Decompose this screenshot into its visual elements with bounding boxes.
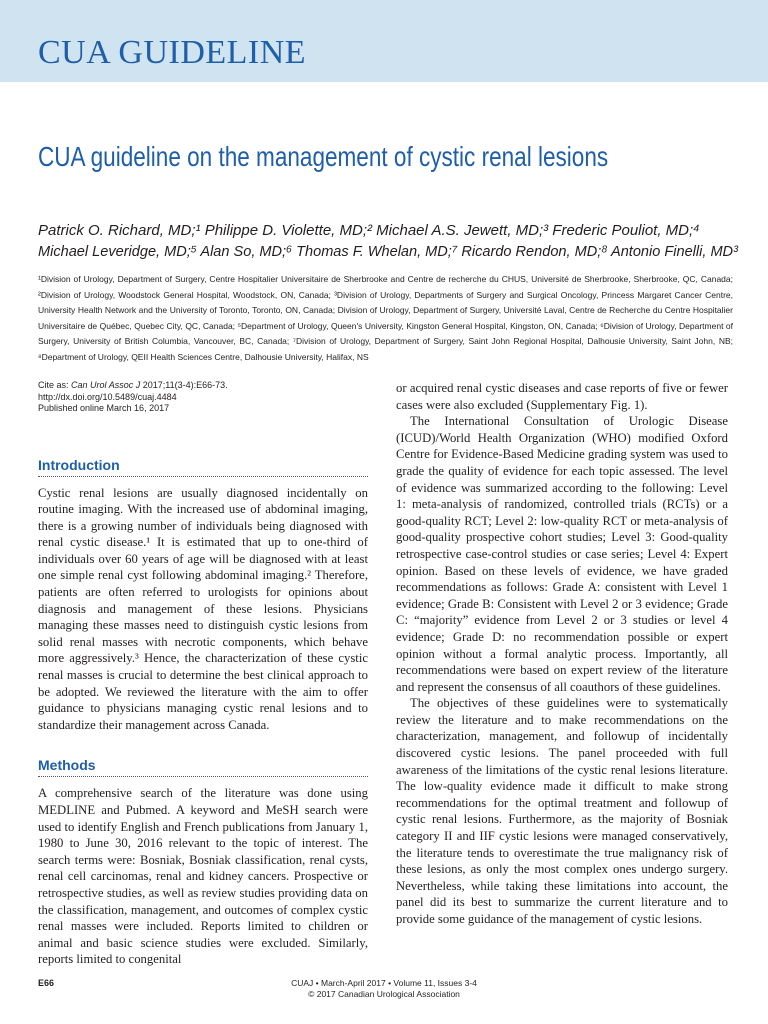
right-paragraph-2: The International Consultation of Urologic Disease (ICUD)/World Health Organization (WHO) modified Oxford Centre for Evidence-Based Medicine grading system was used to grade the quality of evidence for each topic assessed. The level of evidence was summarized according to the following: Level 1: meta-analysis of randomized, controlled trials (RCTs) or a good-quality RCT; Level 2: low-quality RCT or meta-analysis of good-quality prospective cohort studies; Level 3: Good-quality retrospective case-control studies or case series; Level 4: Expert opinion. Based on these levels of evidence, we have graded recommendations as follows: Grade A: consistent with Level 1 evidence; Grade B: Consistent with Level 2 or 3 evidence; Grade C: “majority” evidence from Level 2 or 3 studies or level 4 evidence; Grade D: no recommendation possible or expert opinion without a formal analytic process. Importantly, all recommendations were based on expert review of the literature and represent the consensus of all coauthors of these guidelines. <box>396 414 728 694</box>
right-paragraph-1: or acquired renal cystic diseases and case reports of five or fewer cases were also excluded (Supplementary Fig. 1). <box>396 381 728 412</box>
affiliations: ¹Division of Urology, Department of Surgery, Centre Hospitalier Universitaire de Sherbrooke and Centre de recherche du CHUS, Université de Sherbrooke, Sherbrooke, QC, Canada; ²Division of Urology, Woodstock General Hospital, Woodstock, ON, Canada; ³Division of Urology, Departments of Surgery and Surgical Oncology, Princess Margaret Cancer Centre, University Health Network and the University of Toronto, Toronto, ON, Canada; Division of Urology, Department of Surgery, Université Laval, Centre de Recherche du Centre Hospitalier Universitaire de Québec, Quebec City, QC, Canada; ⁵Department of Urology, Queen's University, Kingston General Hospital, Kingston, ON, Canada; ⁶Division of Urology, Department of Surgery, University of British Columbia, Vancouver, BC, Canada; ⁷Division of Urology, Department of Surgery, Saint John Regional Hospital, Dalhousie University, Saint John, NB; ⁸Department of Urology, QEII Health Sciences Centre, Dalhousie University, Halifax, NS <box>38 274 733 362</box>
cite-journal: Can Urol Assoc J <box>71 380 141 390</box>
introduction-heading: Introduction <box>38 457 368 477</box>
authors-line-1: Patrick O. Richard, MD;¹ Philippe D. Violette, MD;² Michael A.S. Jewett, MD;³ Frederic Pouliot, MD;⁴ <box>38 222 700 239</box>
introduction-text: Cystic renal lesions are usually diagnosed incidentally on routine imaging. With the increased use of abdominal imaging, there is a growing number of individuals being diagnosed with renal cystic disease.¹ It is estimated that up to one-third of individuals over 60 years of age will be diagnosed with at least one simple renal cyst following abdominal imaging.² Therefore, patients are often referred to urologists for opinions about diagnosis and management of these lesions. Physicians managing these masses need to distinguish cystic lesions from solid renal masses with necrotic components, which behave more aggressively.³ Hence, the characterization of these cystic renal masses is crucial to determine the best clinical approach to be adopted. We reviewed the literature with the aim to offer guidance to physicians managing cystic renal lesions and to standardize their management across Canada. <box>38 485 368 732</box>
published-date: Published online March 16, 2017 <box>38 403 170 413</box>
left-column <box>38 380 368 968</box>
right-column <box>396 380 728 928</box>
article-title: CUA guideline on the management of cystic renal lesions <box>38 141 609 172</box>
header-label: CUA GUIDELINE <box>38 34 307 71</box>
cite-prefix: Cite as: <box>38 380 72 390</box>
footer-journal-line: CUAJ • March-April 2017 • Volume 11, Issues 3-4 <box>291 978 477 988</box>
footer-info <box>0 978 768 1000</box>
header-band <box>0 0 768 82</box>
methods-heading: Methods <box>38 757 368 777</box>
author-list <box>38 220 738 262</box>
authors-line-2: Michael Leveridge, MD;⁵ Alan So, MD;⁶ Thomas F. Whelan, MD;⁷ Ricardo Rendon, MD;⁸ Antonio Finelli, MD³ <box>38 243 738 260</box>
citation <box>38 380 368 415</box>
right-paragraph-3: The objectives of these guidelines were to systematically review the literature and to make recommendations on the characterization, management, and followup of incidentally discovered cystic lesions. The panel proceeded with full awareness of the limitations of the cystic renal lesions literature. The low-quality evidence made it difficult to make strong recommendations for the optimal treatment and followup of cystic renal lesions. Furthermore, as the majority of Bosniak category II and IIF cystic lesions were managed conservatively, the literature tends to overestimate the true malignancy risk of these lesions, as only the most complex ones undergo surgery. Nevertheless, while taking these limitations into account, the panel did its best to summarize the current literature and to provide some guidance of the management of cystic lesions. <box>396 696 728 926</box>
page-number: E66 <box>38 978 55 988</box>
methods-text: A comprehensive search of the literature was done using MEDLINE and Pubmed. A keyword and MeSH search were used to identify English and French publications from January 1, 1980 to June 30, 2016 relevant to the topic of interest. The search terms were: Bosniak, Bosniak classification, renal cysts, renal cell carcinomas, renal and kidney cancers. Prospective or retrospective studies, as well as review studies providing data on the classification, management, and outcomes of complex cystic renal masses were included. Reports limited to children or animal and basic science studies were excluded. Similarly, reports limited to congenital <box>38 786 368 967</box>
footer-copyright: © 2017 Canadian Urological Association <box>308 989 460 999</box>
cite-rest: 2017;11(3-4):E66-73. http://dx.doi.org/10.5489/cuaj.4484 <box>38 380 228 402</box>
